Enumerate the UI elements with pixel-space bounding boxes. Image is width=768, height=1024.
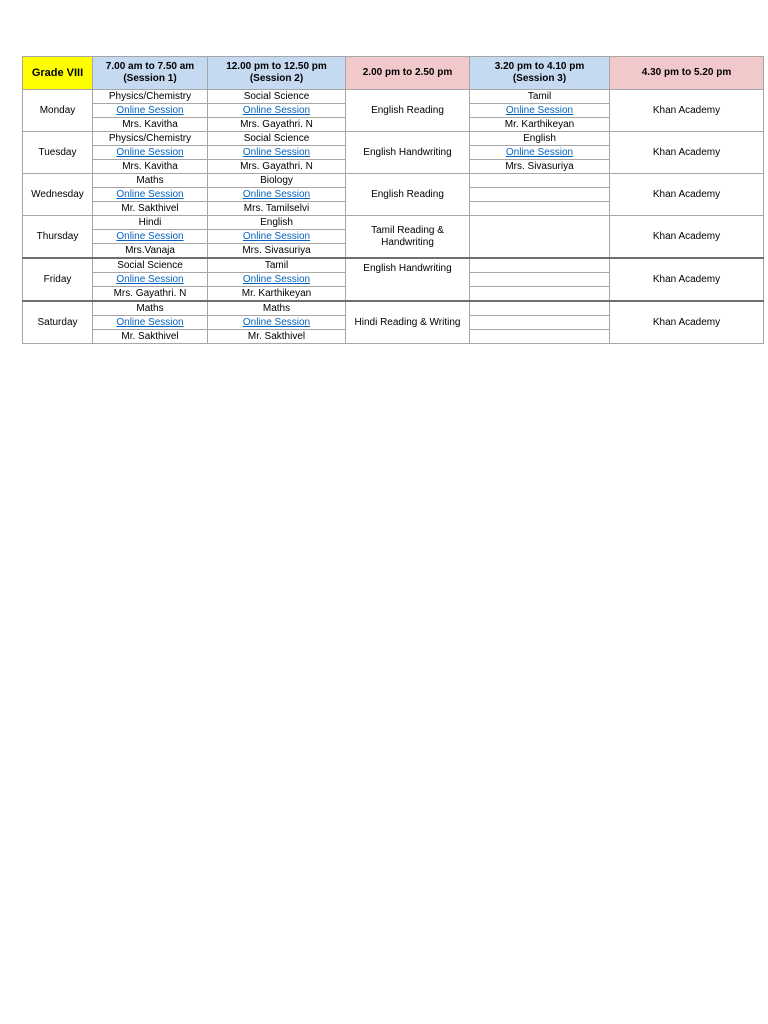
online-session-link[interactable]: Online Session [242, 104, 311, 116]
teacher-cell: Mrs. Sivasuriya [208, 244, 346, 259]
teacher-cell: Mrs. Kavitha [93, 118, 208, 132]
activity-cell: Hindi Reading & Writing [346, 301, 470, 344]
teacher-cell: Mr. Sakthivel [208, 330, 346, 344]
subject-cell: English [208, 216, 346, 230]
subject-cell: Physics/Chemistry [93, 90, 208, 104]
teacher-cell: Mr. Karthikeyan [208, 287, 346, 302]
day-cell: Tuesday [23, 132, 93, 174]
table-row [23, 132, 764, 146]
online-session-link[interactable]: Online Session [242, 146, 311, 158]
table-row [23, 174, 764, 188]
online-session-link[interactable]: Online Session [116, 230, 184, 242]
online-session-link[interactable]: Online Session [242, 273, 311, 285]
grade-label: Grade VIII [23, 57, 93, 90]
online-session-link[interactable]: Online Session [116, 104, 184, 116]
day-cell: Monday [23, 90, 93, 132]
online-session-link[interactable]: Online Session [242, 188, 311, 200]
empty-cell [470, 273, 610, 287]
activity-cell: English Reading [346, 174, 470, 216]
table-row [23, 301, 764, 316]
activity-cell: English Handwriting [346, 258, 470, 301]
empty-cell [470, 174, 610, 188]
teacher-cell: Mr. Sakthivel [93, 202, 208, 216]
subject-cell: English [470, 132, 610, 146]
subject-cell: Tamil [470, 90, 610, 104]
empty-cell [470, 287, 610, 302]
khan-academy-cell: Khan Academy [610, 174, 764, 216]
header-session-3: 3.20 pm to 4.10 pm (Session 3) [470, 57, 610, 90]
khan-academy-cell: Khan Academy [610, 258, 764, 301]
empty-cell [470, 258, 610, 273]
activity-cell: English Handwriting [346, 132, 470, 174]
header-row [23, 57, 764, 90]
khan-academy-cell: Khan Academy [610, 90, 764, 132]
teacher-cell: Mr. Karthikeyan [470, 118, 610, 132]
day-cell: Wednesday [23, 174, 93, 216]
subject-cell: Social Science [208, 132, 346, 146]
header-mid-slot: 2.00 pm to 2.50 pm [346, 57, 470, 90]
header-last-slot: 4.30 pm to 5.20 pm [610, 57, 764, 90]
khan-academy-cell: Khan Academy [610, 301, 764, 344]
teacher-cell: Mr. Sakthivel [93, 330, 208, 344]
subject-cell: Maths [208, 301, 346, 316]
activity-cell: Tamil Reading & Handwriting [346, 216, 470, 259]
teacher-cell: Mrs. Sivasuriya [470, 160, 610, 174]
teacher-cell: Mrs.Vanaja [93, 244, 208, 259]
table-row [23, 90, 764, 104]
empty-cell [470, 330, 610, 344]
online-session-link[interactable]: Online Session [505, 146, 574, 158]
subject-cell: Biology [208, 174, 346, 188]
teacher-cell: Mrs. Gayathri. N [93, 287, 208, 302]
timetable [22, 56, 764, 344]
subject-cell: Physics/Chemistry [93, 132, 208, 146]
subject-cell: Hindi [93, 216, 208, 230]
teacher-cell: Mrs. Gayathri. N [208, 160, 346, 174]
empty-cell [470, 202, 610, 216]
day-cell: Friday [23, 258, 93, 301]
header-session-2: 12.00 pm to 12.50 pm (Session 2) [208, 57, 346, 90]
activity-cell: English Reading [346, 90, 470, 132]
subject-cell: Maths [93, 301, 208, 316]
teacher-cell: Mrs. Gayathri. N [208, 118, 346, 132]
subject-cell: Tamil [208, 258, 346, 273]
online-session-link[interactable]: Online Session [116, 146, 184, 158]
teacher-cell: Mrs. Tamilselvi [208, 202, 346, 216]
subject-cell: Social Science [93, 258, 208, 273]
empty-cell [470, 301, 610, 316]
online-session-link[interactable]: Online Session [116, 188, 184, 200]
empty-cell [470, 216, 610, 259]
khan-academy-cell: Khan Academy [610, 132, 764, 174]
online-session-link[interactable]: Online Session [242, 316, 311, 328]
online-session-link[interactable]: Online Session [116, 273, 184, 285]
day-cell: Saturday [23, 301, 93, 344]
teacher-cell: Mrs. Kavitha [93, 160, 208, 174]
online-session-link[interactable]: Online Session [242, 230, 311, 242]
empty-cell [470, 188, 610, 202]
online-session-link[interactable]: Online Session [505, 104, 574, 116]
day-cell: Thursday [23, 216, 93, 259]
empty-cell [470, 316, 610, 330]
header-session-1: 7.00 am to 7.50 am (Session 1) [93, 57, 208, 90]
subject-cell: Maths [93, 174, 208, 188]
table-row [23, 216, 764, 230]
table-row [23, 258, 764, 273]
online-session-link[interactable]: Online Session [116, 316, 184, 328]
khan-academy-cell: Khan Academy [610, 216, 764, 259]
subject-cell: Social Science [208, 90, 346, 104]
